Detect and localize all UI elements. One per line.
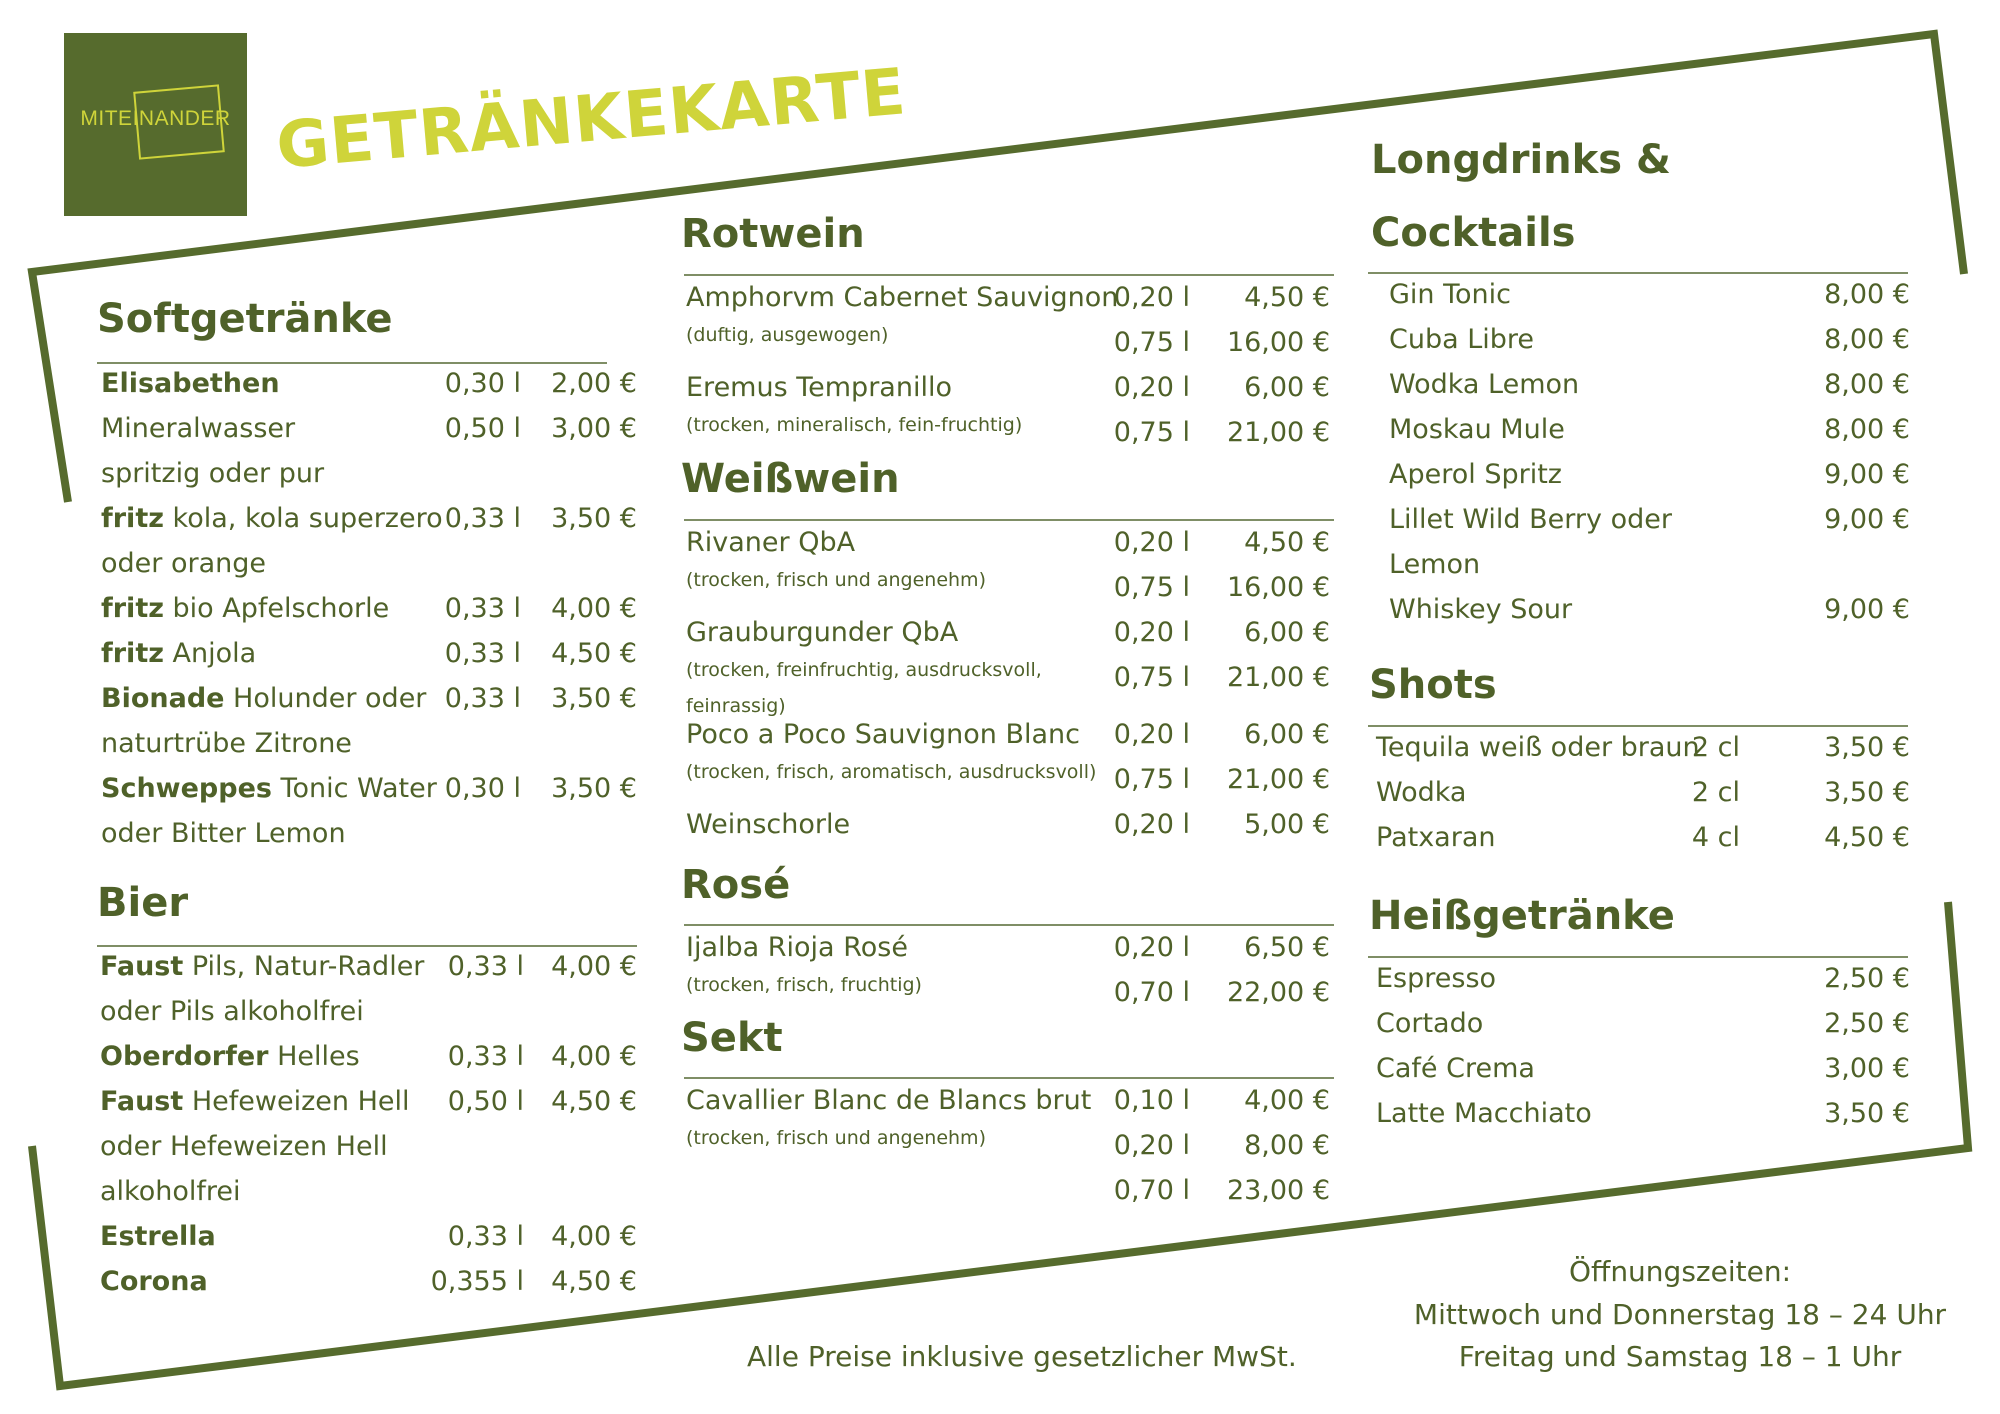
shot-price: 3,50 €	[1824, 777, 1910, 808]
section-rule-sekt	[684, 1077, 1334, 1079]
menu-item-name: oder Hefeweizen Hell	[100, 1131, 388, 1162]
wine-name: Rivaner QbA	[686, 527, 856, 558]
wine-volume: 0,20 l	[1113, 808, 1190, 840]
brand-name: fritz	[101, 593, 164, 624]
shot-volume: 4 cl	[1691, 822, 1740, 853]
cocktail-name: Gin Tonic	[1389, 279, 1512, 310]
opening-hours-title: Öffnungszeiten:	[1568, 1255, 1792, 1288]
wine-tasting-note: (duftig, ausgewogen)	[686, 324, 889, 346]
section-rule-rotwein	[684, 274, 1334, 276]
menu-item-name: oder Bitter Lemon	[101, 818, 346, 849]
menu-item-name: oder Pils alkoholfrei	[100, 996, 364, 1027]
wine-name: Grauburgunder QbA	[686, 617, 959, 648]
section-title-sekt: Sekt	[681, 1015, 783, 1061]
section-title-cocktails: Cocktails	[1371, 210, 1576, 256]
wine-tasting-note: (trocken, frisch, aromatisch, ausdrucksvoll)	[686, 760, 1097, 783]
cocktail-price: 9,00 €	[1824, 594, 1910, 625]
menu-item-name	[101, 368, 280, 399]
section-title-bier: Bier	[97, 880, 189, 926]
brand-name: Estrella	[100, 1221, 216, 1252]
wine-volume: 0,20 l	[1113, 1130, 1190, 1161]
logo	[64, 33, 247, 216]
wine-price: 8,00 €	[1244, 1130, 1330, 1161]
hot-drink-price: 2,50 €	[1824, 1008, 1910, 1039]
menu-item-name	[100, 1041, 360, 1072]
menu-item-name: alkoholfrei	[100, 1176, 241, 1207]
cocktail-name: Moskau Mule	[1389, 414, 1565, 445]
section-rule-softgetraenke	[97, 362, 607, 364]
item-volume: 0,30 l	[444, 368, 521, 399]
cocktail-name: Whiskey Sour	[1389, 594, 1573, 625]
brand-name: Oberdorfer	[100, 1041, 269, 1072]
wine-price: 4,00 €	[1244, 1085, 1330, 1116]
section-rule-rose	[684, 924, 1334, 926]
menu-item-name	[100, 951, 424, 982]
wine-price: 16,00 €	[1226, 572, 1330, 603]
section-title-rose: Rosé	[681, 862, 791, 908]
hot-drink-name: Espresso	[1376, 963, 1497, 994]
item-price: 3,50 €	[551, 503, 637, 534]
shot-volume: 2 cl	[1691, 777, 1740, 808]
wine-volume: 0,75 l	[1113, 327, 1190, 358]
cocktail-name: Aperol Spritz	[1389, 459, 1562, 490]
menu-item-name: Mineralwasser	[101, 413, 296, 444]
item-volume: 0,33 l	[447, 1041, 524, 1072]
cocktail-name: Lemon	[1389, 549, 1481, 580]
wine-price: 6,00 €	[1244, 372, 1330, 403]
hot-drink-name: Café Crema	[1376, 1053, 1535, 1084]
wine-volume: 0,70 l	[1113, 977, 1190, 1008]
menu-item-name	[100, 1086, 410, 1117]
wine-tasting-note: (trocken, frisch und angenehm)	[686, 1127, 986, 1149]
wine-price: 4,50 €	[1244, 282, 1330, 313]
item-price: 3,00 €	[551, 413, 637, 444]
cocktail-price: 9,00 €	[1824, 504, 1910, 535]
section-title-shots: Shots	[1369, 662, 1497, 708]
shot-name: Tequila weiß oder braun	[1376, 732, 1700, 763]
item-price: 4,00 €	[551, 951, 637, 982]
wine-price: 16,00 €	[1226, 327, 1330, 358]
menu-item-name: spritzig oder pur	[101, 458, 325, 489]
section-title-rotwein: Rotwein	[681, 211, 865, 257]
item-description: Anjola	[163, 638, 257, 669]
wine-volume: 0,20 l	[1113, 527, 1190, 558]
menu-item-name	[100, 1266, 208, 1297]
section-rule-shots	[1368, 725, 1908, 727]
shot-name: Wodka	[1376, 777, 1467, 808]
wine-price: 21,00 €	[1226, 763, 1330, 795]
wine-tasting-note: feinrassig)	[686, 695, 786, 717]
wine-price: 21,00 €	[1226, 662, 1330, 693]
section-rule-heissgetraenke	[1368, 956, 1908, 958]
cocktail-name: Lillet Wild Berry oder	[1389, 504, 1672, 535]
brand-name: Faust	[100, 951, 184, 982]
wine-volume: 0,20 l	[1113, 932, 1190, 963]
item-volume: 0,33 l	[444, 503, 521, 534]
wine-volume: 0,20 l	[1113, 718, 1190, 750]
item-price: 4,00 €	[551, 593, 637, 624]
item-description: Tonic Water	[271, 773, 437, 804]
wine-volume: 0,75 l	[1113, 572, 1190, 603]
item-description: Helles	[268, 1041, 360, 1072]
wine-volume: 0,20 l	[1113, 617, 1190, 648]
cocktail-name: Wodka Lemon	[1389, 369, 1580, 400]
brand-name: Elisabethen	[101, 368, 280, 399]
wine-price: 6,00 €	[1244, 718, 1330, 750]
cocktail-price: 9,00 €	[1824, 459, 1910, 490]
brand-name: fritz	[101, 638, 164, 669]
cocktail-name: Cuba Libre	[1389, 324, 1535, 355]
brand-name: Corona	[100, 1266, 208, 1297]
item-description: bio Apfelschorle	[163, 593, 390, 624]
hot-drink-name: Latte Macchiato	[1376, 1098, 1592, 1129]
item-description: Holunder oder	[224, 683, 427, 714]
item-volume: 0,50 l	[447, 1086, 524, 1117]
item-volume: 0,30 l	[444, 773, 521, 804]
section-rule-longdrinks	[1368, 272, 1908, 274]
item-price: 2,00 €	[551, 368, 637, 399]
wine-volume: 0,75 l	[1113, 417, 1190, 448]
wine-price: 6,00 €	[1244, 617, 1330, 648]
brand-name: Faust	[100, 1086, 184, 1117]
item-volume: 0,33 l	[447, 951, 524, 982]
wine-volume: 0,10 l	[1113, 1085, 1190, 1116]
section-rule-bier	[97, 945, 637, 947]
item-price: 3,50 €	[551, 683, 637, 714]
wine-name: Weinschorle	[686, 808, 851, 840]
wine-volume: 0,75 l	[1113, 662, 1190, 693]
vat-note: Alle Preise inklusive gesetzlicher MwSt.	[747, 1340, 1297, 1373]
item-description: kola, kola superzero	[163, 503, 443, 534]
wine-volume: 0,20 l	[1113, 282, 1190, 313]
wine-name: Ijalba Rioja Rosé	[686, 932, 908, 963]
wine-tasting-note: (trocken, frisch und angenehm)	[686, 569, 986, 591]
wine-name: Eremus Tempranillo	[686, 372, 952, 403]
item-price: 4,00 €	[551, 1041, 637, 1072]
hot-drink-price: 3,50 €	[1824, 1098, 1910, 1129]
menu-item-name	[101, 593, 389, 624]
wine-name: Cavallier Blanc de Blancs brut	[686, 1085, 1092, 1116]
menu-item-name	[101, 773, 437, 804]
section-title-heissgetraenke: Heißgetränke	[1369, 893, 1675, 939]
menu-item-name: naturtrübe Zitrone	[101, 728, 352, 759]
opening-hours-line-2: Freitag und Samstag 18 – 1 Uhr	[1458, 1340, 1902, 1373]
wine-price: 6,50 €	[1244, 932, 1330, 963]
menu-item-name	[101, 683, 426, 714]
item-volume: 0,33 l	[447, 1221, 524, 1252]
menu-item-name	[100, 1221, 216, 1252]
item-volume: 0,50 l	[444, 413, 521, 444]
item-price: 4,00 €	[551, 1221, 637, 1252]
item-volume: 0,355 l	[430, 1266, 524, 1297]
hot-drink-name: Cortado	[1376, 1008, 1484, 1039]
hot-drink-price: 2,50 €	[1824, 963, 1910, 994]
hot-drink-price: 3,00 €	[1824, 1053, 1910, 1084]
item-price: 4,50 €	[551, 1266, 637, 1297]
cocktail-price: 8,00 €	[1824, 324, 1910, 355]
brand-name: Schweppes	[101, 773, 272, 804]
shot-name: Patxaran	[1376, 822, 1496, 853]
brand-name: fritz	[101, 503, 164, 534]
wine-tasting-note: (trocken, mineralisch, fein-fruchtig)	[686, 414, 1023, 436]
item-price: 4,50 €	[551, 638, 637, 669]
wine-tasting-note: (trocken, freinfruchtig, ausdrucksvoll,	[686, 659, 1042, 681]
wine-price: 4,50 €	[1244, 527, 1330, 558]
shot-price: 4,50 €	[1824, 822, 1910, 853]
item-price: 3,50 €	[551, 773, 637, 804]
menu-item-name: oder orange	[101, 548, 266, 579]
shot-price: 3,50 €	[1824, 732, 1910, 763]
logo-text: MITEINANDER	[80, 107, 231, 130]
section-rule-weisswein	[684, 519, 1334, 521]
item-volume: 0,33 l	[444, 683, 521, 714]
section-title-longdrinks: Longdrinks &	[1371, 137, 1671, 183]
shot-volume: 2 cl	[1691, 732, 1740, 763]
opening-hours-line-1: Mittwoch und Donnerstag 18 – 24 Uhr	[1413, 1298, 1947, 1331]
item-volume: 0,33 l	[444, 638, 521, 669]
item-description: Hefeweizen Hell	[183, 1086, 410, 1117]
item-price: 4,50 €	[551, 1086, 637, 1117]
menu-item-name	[101, 638, 256, 669]
section-title-softgetraenke: Softgetränke	[97, 296, 393, 342]
wine-price: 23,00 €	[1226, 1175, 1330, 1206]
section-title-weisswein: Weißwein	[681, 456, 900, 502]
wine-price: 22,00 €	[1226, 977, 1330, 1008]
menu-item-name	[101, 503, 443, 534]
item-description: Pils, Natur-Radler	[183, 951, 425, 982]
wine-volume: 0,70 l	[1113, 1175, 1190, 1206]
wine-name: Amphorvm Cabernet Sauvignon	[686, 282, 1119, 313]
wine-price: 21,00 €	[1226, 417, 1330, 448]
page-title: GETRÄNKEKARTE	[273, 55, 910, 185]
brand-name: Bionade	[101, 683, 225, 714]
item-volume: 0,33 l	[444, 593, 521, 624]
cocktail-price: 8,00 €	[1824, 414, 1910, 445]
wine-name: Poco a Poco Sauvignon Blanc	[686, 718, 1080, 750]
wine-volume: 0,20 l	[1113, 372, 1190, 403]
wine-tasting-note: (trocken, frisch, fruchtig)	[686, 974, 922, 996]
cocktail-price: 8,00 €	[1824, 279, 1910, 310]
wine-price: 5,00 €	[1244, 808, 1330, 840]
cocktail-price: 8,00 €	[1824, 369, 1910, 400]
wine-volume: 0,75 l	[1113, 763, 1190, 795]
